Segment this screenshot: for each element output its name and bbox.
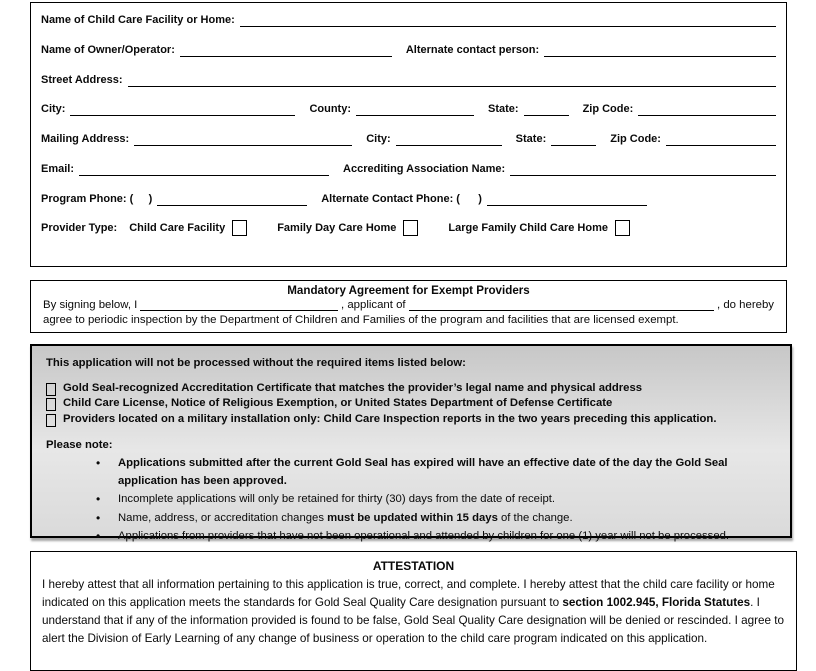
owner-operator-blank[interactable] [180,43,392,57]
phone-row [41,176,776,206]
owner-operator-label: Name of Owner/Operator: [41,43,175,56]
large-family-child-care-home-checkbox[interactable] [615,220,630,236]
note-bullet-text: Incomplete applications will only be retained for thirty (30) days from the date of receipt. [118,492,556,505]
mailing-state-blank[interactable] [551,132,596,146]
please-note-label: Please note: [46,439,113,452]
note-bullet [46,455,776,491]
child-care-facility-checkbox[interactable] [232,220,247,236]
alternate-phone-blank[interactable] [487,192,647,206]
alternate-contact-blank[interactable] [544,43,776,57]
note-bullet-text: Name, address, or accreditation changes must be updated within 15 days of the change. [118,511,573,524]
required-items-list [46,381,776,427]
applicant-of-blank[interactable] [409,298,714,311]
note-bullet [46,528,776,547]
family-day-care-home-checkbox[interactable] [403,220,418,236]
facility-name-blank[interactable] [240,13,776,27]
alternate-contact-label: Alternate contact person: [405,43,540,56]
agreement-mid-text: , applicant of [340,299,406,311]
applicant-name-blank[interactable] [140,298,338,311]
mailing-zip-label: Zip Code: [610,133,661,146]
mailing-address-label: Mailing Address: [41,133,130,146]
mandatory-agreement-line2: agree to periodic inspection by the Department of Children and Families of the program and facilities that are licensed exempt. [43,314,679,326]
state-label: State: [488,103,519,116]
email-row [41,146,776,176]
provider-option-child-care-facility [129,220,247,236]
email-blank[interactable] [79,162,329,176]
city-county-row [41,87,776,117]
checkbox-icon[interactable] [46,383,56,396]
required-item-text: Child Care License, Notice of Religious Exemption, or United States Department of Defense Certificate [63,397,613,410]
attestation-body: I hereby attest that all information pertaining to this application is true, correct, and complete. I hereby attest that the child care facility or home indicated on this application meets the standards for Gold Seal Quality Care designation pursuant to section 1002.945, Florida Statutes. I understand that if any of the information provided is found to be false, Gold Seal Quality Care designation will be denied or rescinded. I agree to alert the Division of Early Learning of any change of business or operation to the child care program indicated on this application. [42,578,784,645]
note-bullet-list [46,455,776,547]
required-item [46,381,776,396]
provider-option-large-family [448,220,630,236]
required-items-header: This application will not be processed without the required items listed below: [46,357,466,369]
provider-option-family-day-care [277,220,418,236]
note-bullet [46,491,776,510]
accrediting-association-blank[interactable] [510,162,776,176]
note-bullet-text: Applications from providers that have not been operational and attended by children for one (1) year will not be processed. [118,530,730,543]
program-phone-label: Program Phone: ( ) [41,192,153,205]
zip-code-label: Zip Code: [582,103,634,116]
county-label: County: [309,103,351,116]
zip-code-blank[interactable] [638,102,776,116]
facility-info-section [30,2,787,267]
attestation-section [30,551,797,671]
note-bullet [46,510,776,529]
street-address-row [41,57,776,87]
bullet-icon [96,528,118,547]
attestation-title: ATTESTATION [372,559,455,573]
state-blank[interactable] [524,102,569,116]
provider-type-label: Provider Type: [41,221,118,234]
email-label: Email: [41,162,75,175]
required-item-text: Providers located on a military installation only: Child Care Inspection reports in the two years preceding this application. [63,412,717,425]
mailing-city-blank[interactable] [396,132,502,146]
mailing-address-blank[interactable] [134,132,352,146]
county-blank[interactable] [356,102,474,116]
family-day-care-home-label: Family Day Care Home [277,221,397,234]
checkbox-icon[interactable] [46,414,56,427]
required-item [46,412,776,427]
required-item [46,396,776,411]
bullet-icon [96,510,118,529]
mailing-zip-blank[interactable] [666,132,776,146]
bullet-icon [96,455,118,491]
note-bullet-text: Applications submitted after the current Gold Seal has expired will have an effective date of the day the Gold Seal application has been approved. [118,457,728,488]
mandatory-agreement-line1 [43,298,774,311]
agreement-tail-text: , do hereby [717,299,774,311]
mandatory-agreement-title: Mandatory Agreement for Exempt Providers [287,284,530,297]
provider-type-row [41,215,776,241]
accrediting-association-label: Accrediting Association Name: [343,162,506,175]
program-phone-blank[interactable] [157,192,307,206]
city-label: City: [41,103,66,116]
owner-operator-row [41,27,776,57]
mailing-address-row [41,116,776,146]
facility-name-row [41,3,776,27]
bullet-icon [96,491,118,510]
required-item-text: Gold Seal-recognized Accreditation Certificate that matches the provider’s legal name and physical address [63,382,643,394]
child-care-facility-label: Child Care Facility [129,221,226,234]
mailing-city-label: City: [366,133,391,146]
alternate-phone-label: Alternate Contact Phone: ( ) [321,192,482,205]
large-family-child-care-home-label: Large Family Child Care Home [448,221,608,234]
street-address-label: Street Address: [41,73,123,86]
agreement-intro-text: By signing below, I [43,299,138,311]
mandatory-agreement-section [30,280,787,333]
city-blank[interactable] [70,102,295,116]
checkbox-icon[interactable] [46,398,56,411]
street-address-blank[interactable] [128,73,776,87]
facility-name-label: Name of Child Care Facility or Home: [41,14,235,26]
mailing-state-label: State: [515,133,547,146]
required-items-section [30,344,792,543]
